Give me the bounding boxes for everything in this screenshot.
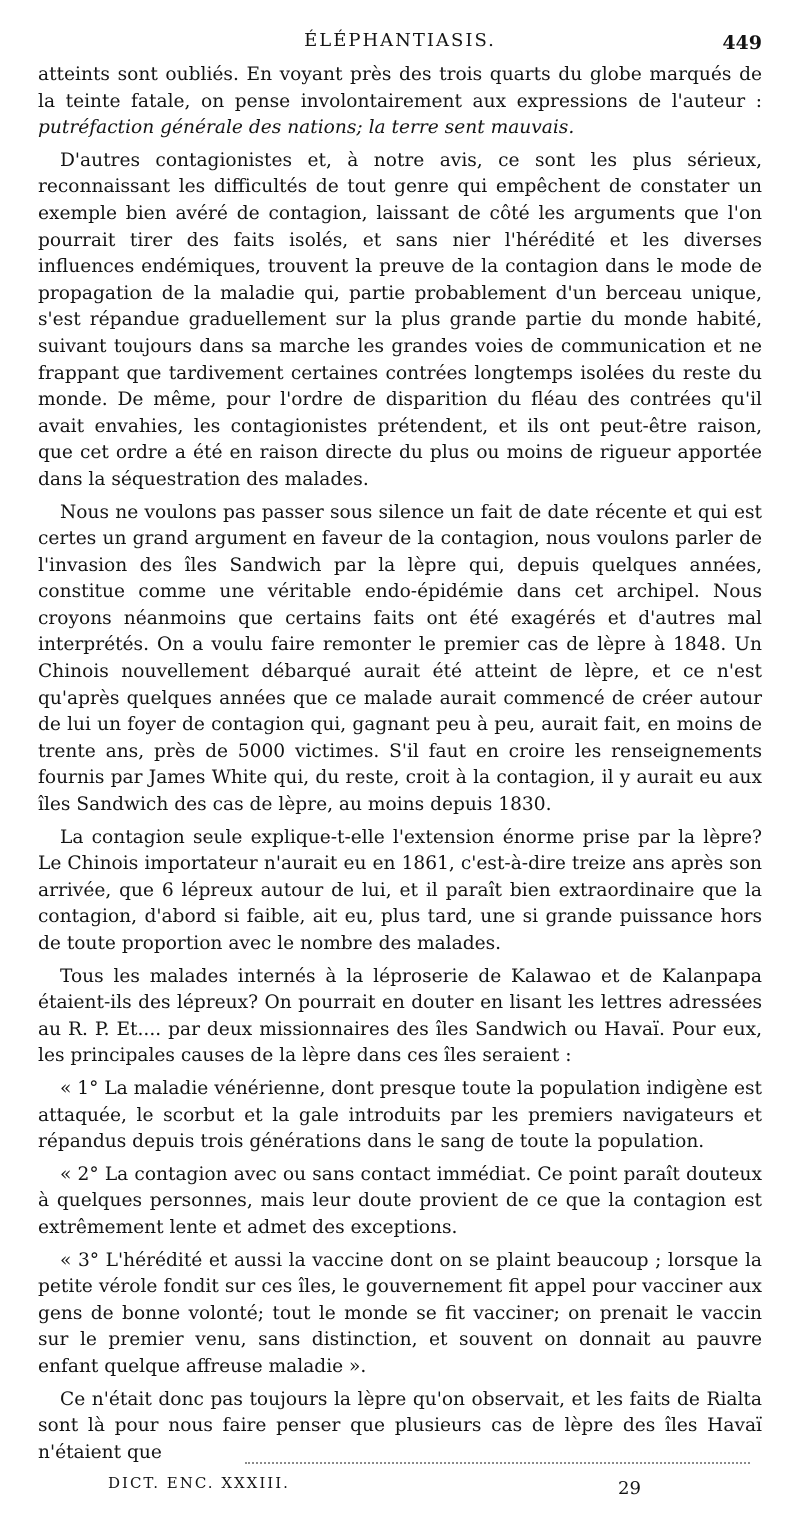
paragraph: Nous ne voulons pas passer sous silence un fait de date récente et qui est certes un grand argument en faveur de la contagion, nous voulons parler de l'invasion des îles Sandwich par la lèpre qui, depuis quelques années, constitue comme une véritable endo-épidémie dans cet archipel. Nous croyons néanmoins que certains faits ont été exagérés et d'autres mal interprétés. On a voulu faire remonter le premier cas de lèpre à 1848. Un Chinois nouvellement débarqué aurait été atteint de lèpre, et ce n'est qu'après quelques années que ce malade aurait commencé de créer autour de lui un foyer de contagion qui, gagnant peu à peu, aurait fait, en moins de trente ans, près de 5000 victimes. S'il faut en croire les renseignements fournis par James White qui, du reste, croit à la contagion, il y aurait eu aux îles Sandwich des cas de lèpre, au moins depuis 1830. xyxy=(38,501,762,816)
page xyxy=(38,30,762,1514)
quoted-paragraph: « 1° La maladie vénérienne, dont presque toute la population indigène est attaquée, le scorbut et la gale introduits par les premiers navigateurs et répandus depuis trois générations dans le sang de toute la population. xyxy=(38,1077,762,1153)
italic-quote: putréfaction générale des nations; la terre sent mauvais. xyxy=(38,117,575,139)
paragraph-text: atteints sont oubliés. En voyant près des trois quarts du globe marqués de la teinte fatale, on pense involontairement aux expressions de l'auteur : xyxy=(38,64,762,112)
signature-mark: DICT. ENC. XXXIII. xyxy=(108,1474,290,1493)
page-header xyxy=(38,30,762,62)
paragraph: Ce n'était donc pas toujours la lèpre qu'on observait, et les faits de Rialta sont là pour nous faire penser que plusieurs cas de lèpre des îles Havaï n'étaient que xyxy=(38,1388,762,1463)
paragraph: Tous les malades internés à la léproserie de Kalawao et de Kalanpapa étaient-ils des lépreux? On pourrait en douter en lisant les lettres adressées au R. P. Et.... par deux missionnaires des îles Sandwich ou Havaï. Pour eux, les principales causes de la lèpre dans ces îles seraient : xyxy=(38,965,762,1067)
running-head: ÉLÉPHANTIASIS. xyxy=(304,30,496,51)
page-footer xyxy=(38,1474,762,1514)
quoted-paragraph: « 3° L'hérédité et aussi la vaccine dont on se plaint beaucoup ; lorsque la petite vérole fondit sur ces îles, le gouvernement fit appel pour vacciner aux gens de bonne volonté; tout le monde se fit vacciner; on prenait le vaccin sur le premier venu, sans distinction, et souvent on donnait au pauvre enfant quelque affreuse maladie ». xyxy=(38,1249,762,1377)
paragraph: La contagion seule explique-t-elle l'extension énorme prise par la lèpre? Le Chinois importateur n'aurait eu en 1861, c'est-à-dire treize ans après son arrivée, que 6 lépreux autour de lui, et il paraît bien extraordinaire que la contagion, d'abord si faible, ait eu, plus tard, une si grande puissance hors de toute proportion avec le nombre des malades. xyxy=(38,826,762,954)
folio-number: 29 xyxy=(618,1478,641,1500)
quoted-paragraph: « 2° La contagion avec ou sans contact immédiat. Ce point paraît douteux à quelques personnes, mais leur doute provient de ce que la contagion est extrêmement lente et admet des exceptions. xyxy=(38,1163,762,1238)
paragraph-continuation xyxy=(38,62,762,142)
page-number: 449 xyxy=(722,32,762,54)
paragraph: D'autres contagionistes et, à notre avis, ce sont les plus sérieux, reconnaissant les difficultés de tout genre qui empêchent de constater un exemple bien avéré de contagion, laissant de côté les arguments que l'on pourrait tirer des faits isolés, et sans nier l'hérédité et les diverses influences endémiques, trouvent la preuve de la contagion dans le mode de propagation de la maladie qui, partie probablement d'un berceau unique, s'est répandue graduellement sur la plus grande partie du monde habité, suivant toujours dans sa marche les grandes voies de communication et ne frappant que tardivement certaines contrées longtemps isolées du reste du monde. De même, pour l'ordre de disparition du fléau des contrées qu'il avait envahies, les contagionistes prétendent, et ils ont peut-être raison, que cet ordre a été en raison directe du plus ou moins de rigueur apportée dans la séquestration des malades. xyxy=(38,149,762,490)
body-text xyxy=(38,62,762,1466)
bleed-through-line xyxy=(245,1462,750,1464)
